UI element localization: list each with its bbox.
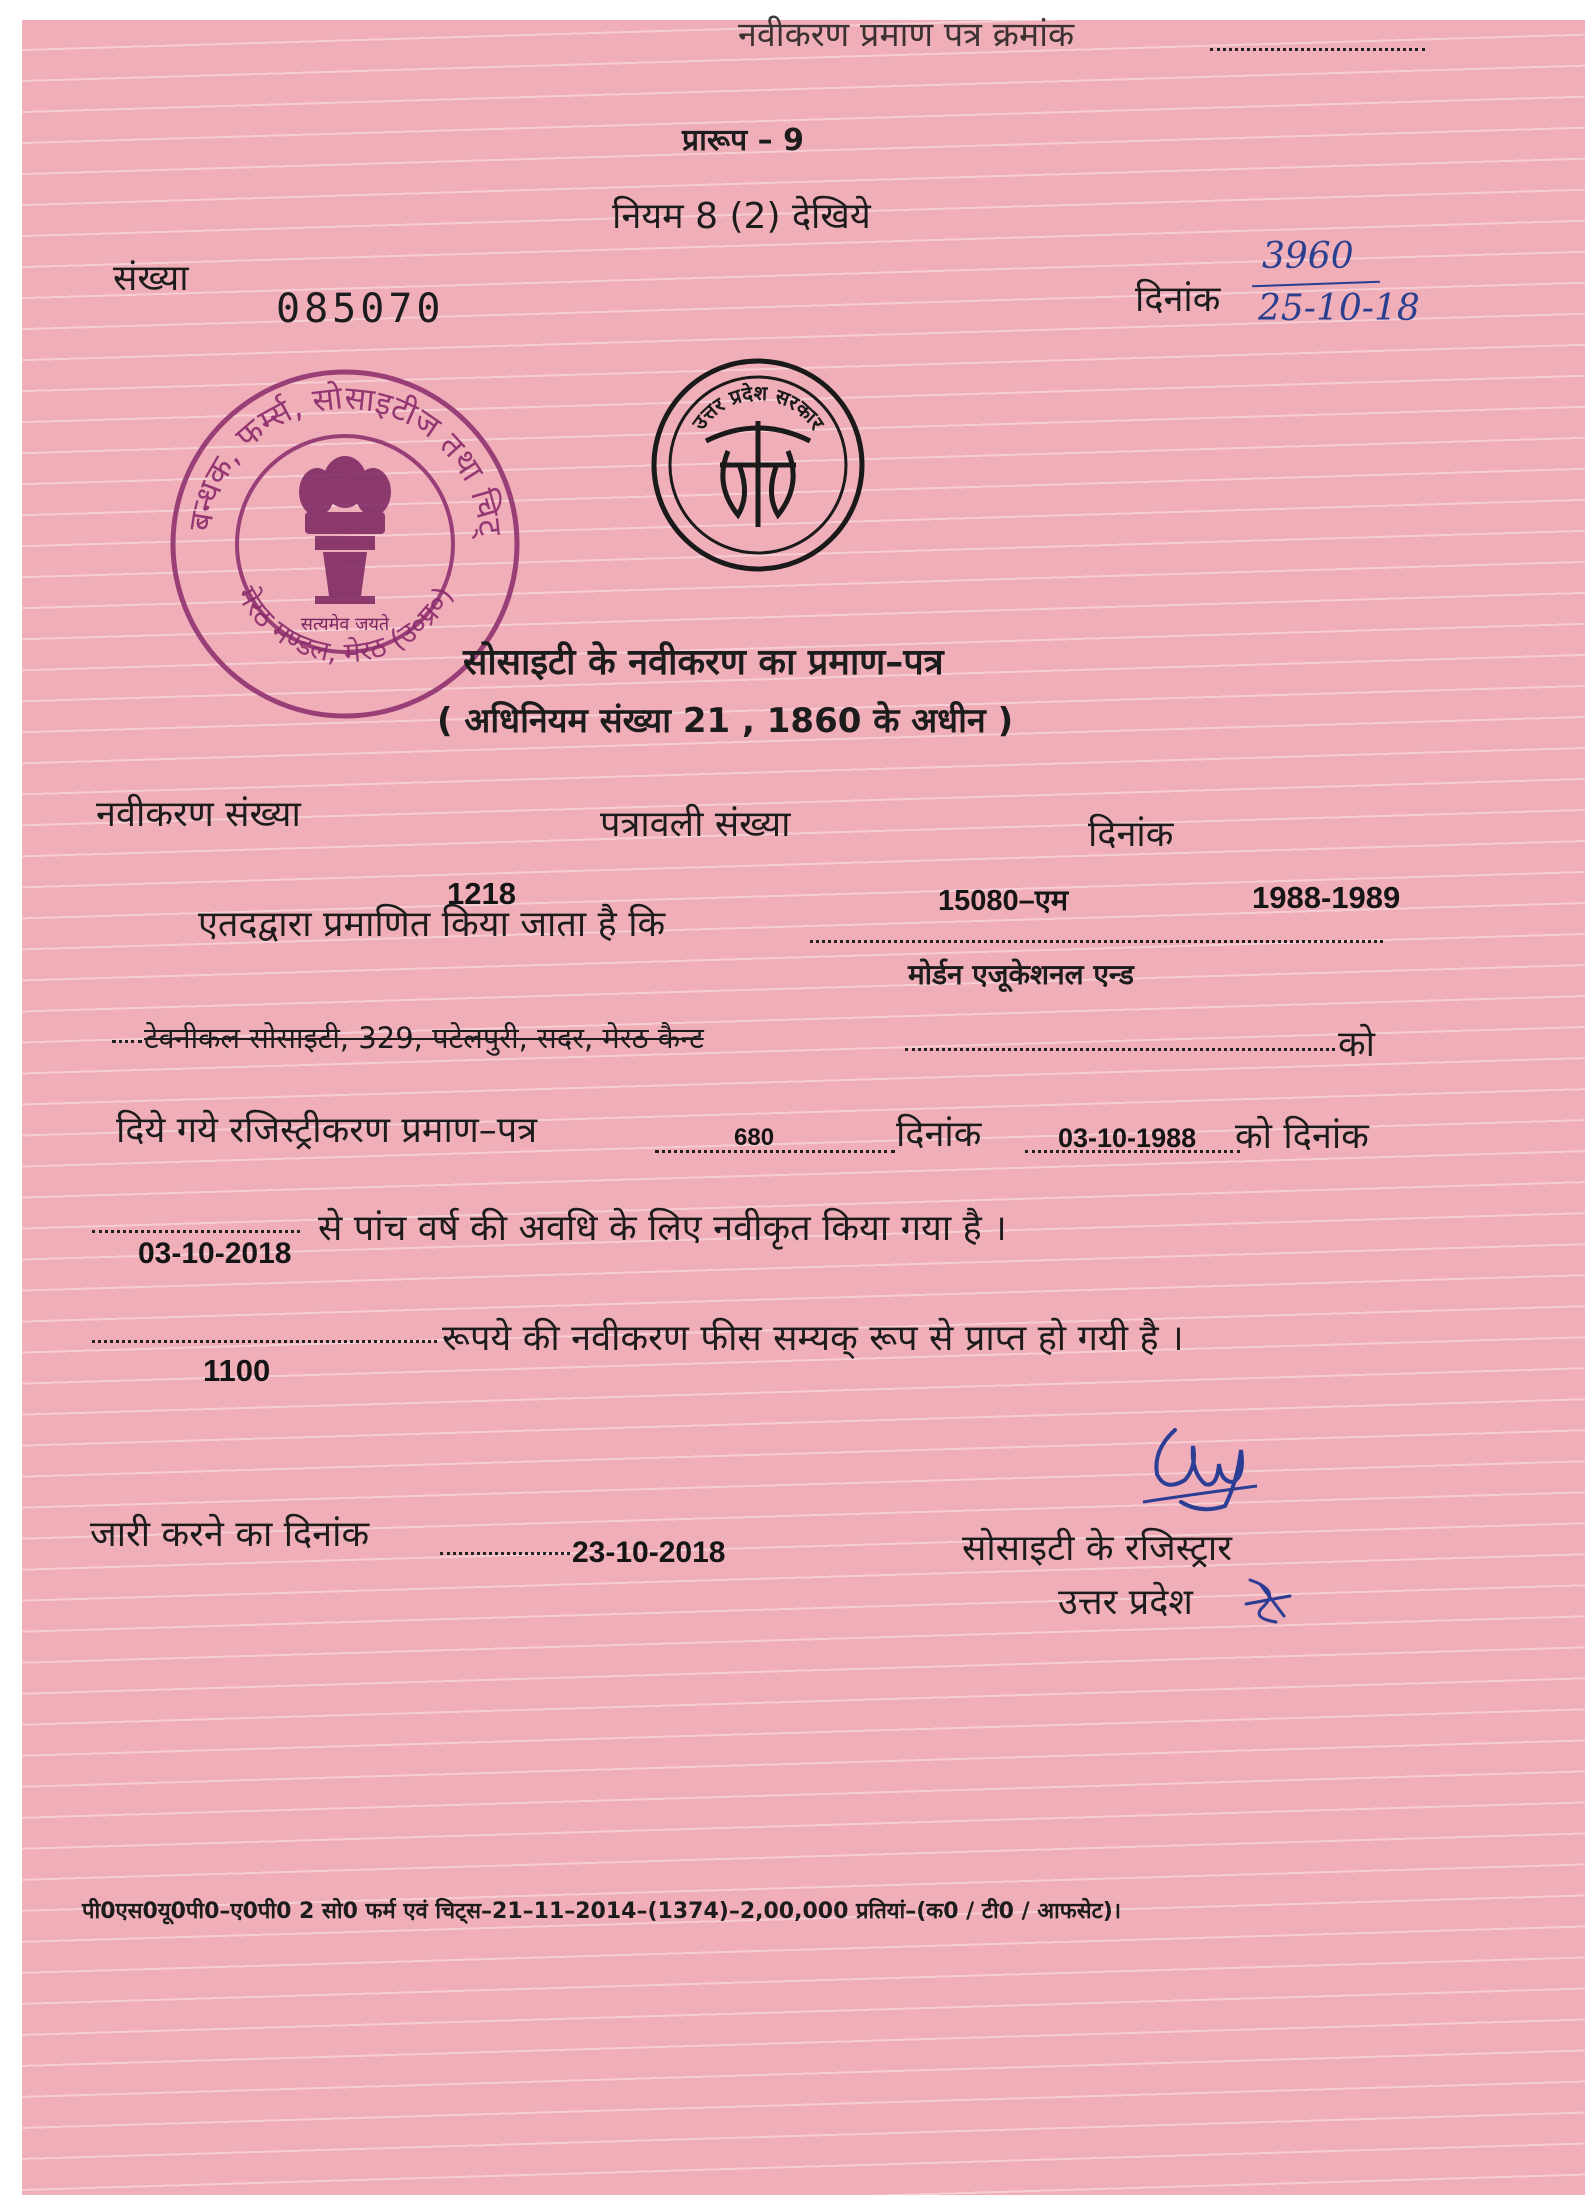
form-number: प्रारूप – 9	[682, 123, 804, 158]
issue-date-label: जारी करने का दिनांक	[90, 1514, 370, 1555]
society-dots-left	[112, 1040, 142, 1043]
handwritten-date: 25-10-18	[1258, 288, 1420, 329]
dinank-label: दिनांक	[1135, 279, 1221, 320]
up-government-emblem	[648, 355, 868, 575]
fee-dots	[92, 1340, 437, 1343]
registrar-title: सोसाइटी के रजिस्ट्रार	[962, 1528, 1232, 1569]
initials-mark	[1240, 1570, 1296, 1630]
fee-text: रूपये की नवीकरण फीस सम्यक् रूप से प्राप्त हो गयी है ।	[442, 1318, 1184, 1359]
registration-date: 03-10-1988	[1058, 1123, 1197, 1153]
registration-dinank: दिनांक	[896, 1114, 982, 1155]
renewal-number-label: नवीकरण संख्या	[96, 794, 301, 835]
renewal-from-dots	[92, 1230, 300, 1233]
issue-date-dots	[440, 1552, 570, 1555]
certify-text: एतदद्वारा प्रमाणित किया जाता है कि	[198, 904, 666, 945]
society-name-line1: मोर्डन एजूकेशनल एन्ड	[908, 958, 1134, 991]
handwritten-number: 3960	[1262, 236, 1354, 277]
registration-number-dots	[655, 1150, 895, 1153]
emblem-text: उत्तर प्रदेश सरकार	[686, 380, 830, 435]
file-number: 15080–एम	[938, 885, 1069, 917]
registration-number: 680	[734, 1124, 775, 1151]
ashoka-emblem-icon	[299, 456, 391, 604]
renewal-from-date: 03-10-2018	[138, 1237, 292, 1270]
period-text: से पांच वर्ष की अवधि के लिए नवीकृत किया गया है ।	[318, 1208, 1007, 1249]
certificate-title: सोसाइटी के नवीकरण का प्रमाण–पत्र	[463, 642, 944, 683]
fee-amount: 1100	[203, 1353, 271, 1388]
rule-reference: नियम 8 (2) देखिये	[612, 196, 871, 237]
top-header-dots	[1210, 48, 1425, 51]
issue-date: 23-10-2018	[572, 1536, 726, 1569]
top-header: नवीकरण प्रमाण पत्र क्रमांक	[738, 15, 1075, 55]
registrar-state: उत्तर प्रदेश	[1058, 1582, 1193, 1623]
society-name-line2: टेक्नीकल सोसाइटी, 329, पटेलपुरी, सदर, मेरठ कैन्ट	[144, 1021, 704, 1055]
certify-dots	[810, 940, 1383, 943]
seal-top-text: बन्धक, फर्म्स, सोसाइटीज तथा चि	[180, 378, 508, 534]
footer-print-info: पी0एस0यू0पी0–ए0पी0 2 सो0 फर्म एवं चिट्स–21–11–2014–(1374)–2,00,000 प्रतियां–(क0 / टी0 / आफसेट)।	[82, 1899, 1122, 1924]
serial-number: 085070	[276, 286, 445, 332]
registration-cert-text: दिये गये रजिस्ट्रीकरण प्रमाण–पत्र	[116, 1110, 538, 1151]
ko-dinank-text: को दिनांक	[1235, 1116, 1369, 1157]
certificate-subtitle: ( अधिनियम संख्या 21 , 1860 के अधीन )	[437, 701, 1014, 741]
ko-text: को	[1338, 1024, 1375, 1065]
registrar-signature	[1135, 1410, 1265, 1520]
year-value: 1988-1989	[1252, 880, 1401, 915]
society-dots-right	[905, 1048, 1335, 1051]
renewal-number: 1218	[447, 876, 516, 911]
bow-and-fish-icon	[706, 421, 810, 527]
date-label: दिनांक	[1088, 814, 1174, 855]
sankhya-label: संख्या	[113, 258, 189, 299]
seal-bottom-text: मेरठ मण्डल, मेरठ (उ०प्र०)	[230, 580, 460, 670]
file-number-label: पत्रावली संख्या	[600, 804, 791, 845]
seal-motto: सत्यमेव जयते	[300, 614, 390, 635]
